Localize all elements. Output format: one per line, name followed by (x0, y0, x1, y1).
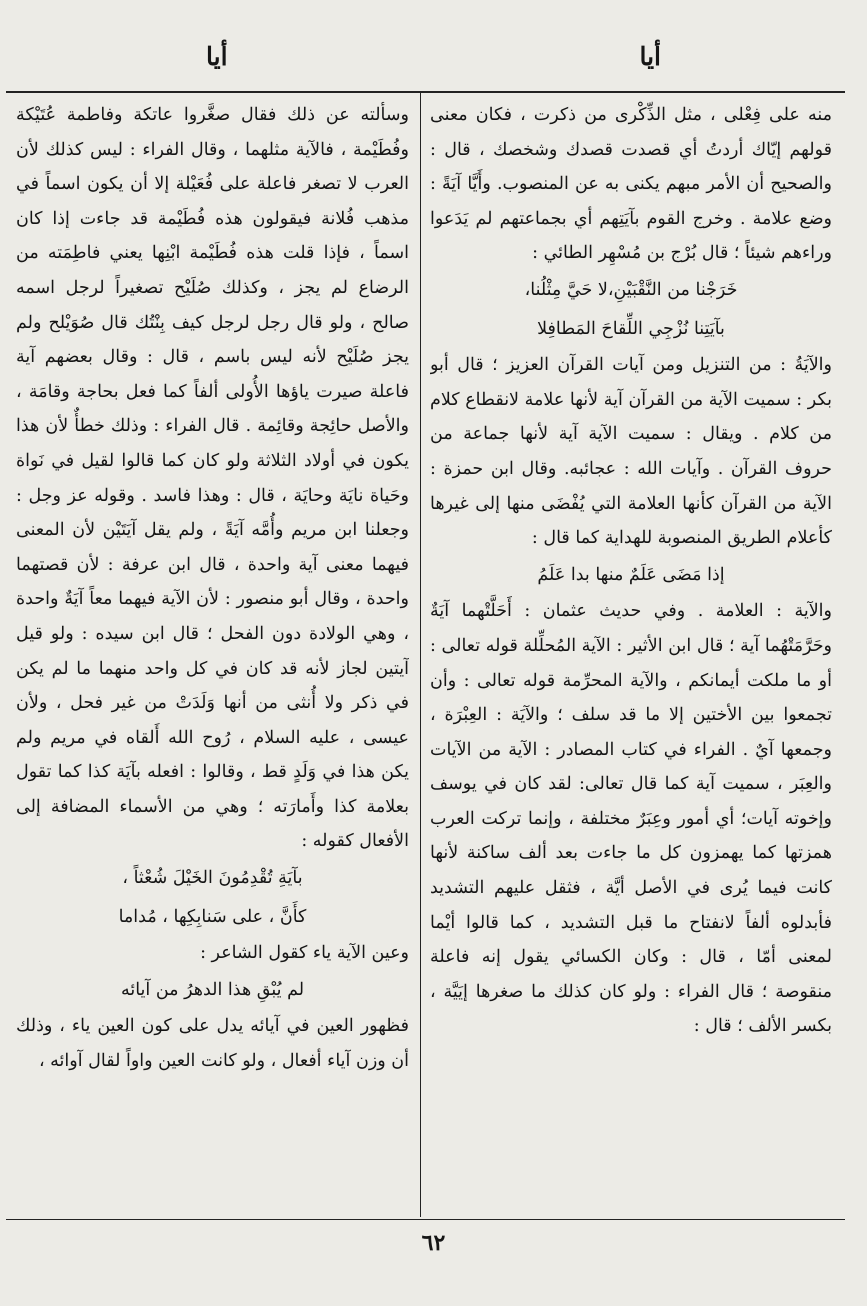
right-paragraph-2: والآيَةُ : من التنزيل ومن آيات القرآن العزيز ؛ قال أبو بكر : سميت الآية من القرآن آية لأنها علامة لانقطاع كلام من كلام . ويقال : سميت الآية آية لأنها جماعة من حروف القرآن . وآيات الله : عجائبه. وقال ابن حمزة : الآية من القرآن كأنها العلامة التي يُفْضَى منها إلى غيرها كأعلام الطريق المنصوبة للهداية كما قال : (430, 355, 832, 549)
right-paragraph-3: والآية : العلامة . وفي حديث عثمان : أَحَلَّتْهما آيَةٌ وحَرَّمَتْهُما آية ؛ قال ابن الأثير : الآية المُحلِّلة قوله تعالى : أو ما ملكت أيمانكم ، والآية المحرِّمة قوله تعالى : وأن تجمعوا بين الأختين إلا ما قد سلف ؛ والآيَة : العِبْرَة ، وجمعها آيٌ . الفراء في كتاب المصادر : الآية من الآيات والعِبَر ، سميت آية كما قال تعالى: لقد كان في يوسف وإخوته آيات؛ أي أمور وعِبَرٌ مختلفة ، وإنما تركت العرب همزتها كما يهمزون كل ما جاءت بعد ألف ساكنة لأنها كانت فيما يُرى في الأصل أيَّة ، فثقل عليهم التشديد فأبدلوه ألفاً لانفتاح ما قبل التشديد ، كما قالوا أيْما لمعنى أمّا ، قال : وكان الكسائي يقول إنه فاعلة منقوصة ؛ قال الفراء : ولو كان كذلك ما صغرها إيَيَّة ، بكسر الألف ؛ قال : (430, 601, 832, 1037)
right-paragraph-1: منه على فِعْلى ، مثل الذِّكْرى من ذكرت ، فكان معنى قولهم إيّاك أردتُ أي قصدت قصدك وشخصك ، قال : والصحيح أن الأمر مبهم يكنى به عن المنصوب. وأَيَّا آيَةً : وضع علامة . وخرج القوم بآيَتِهم أي بجماعتهم لم يَدَعوا وراءهم شيئاً ؛ قال بُرْج بن مُسْهِر الطائي : (430, 105, 832, 264)
right-verse-2: إذا مَضَى عَلَمٌ منها بدا عَلَمُ (537, 564, 725, 585)
left-verse-1-line-2: كأَنَّ ، على سَنابِكِها ، مُداما (118, 906, 307, 927)
left-paragraph-3: فظهور العين في آيائه يدل على كون العين ياء ، وذلك أن وزن آياء أفعال ، ولو كانت العين واواً لقال آوائه ، (16, 1016, 409, 1072)
left-verse-1-line-1: بآيَةِ تُقْدِمُونَ الخَيْلَ شُعْثاً ، (122, 868, 303, 889)
left-paragraph-1: وسألته عن ذلك فقال صغَّروا عاتكة وفاطمة عُتَيْكة وفُطَيْمة ، فالآية مثلهما ، وقال الفراء : ليس كذلك لأن العرب لا تصغر فاعلة على فُعَيْلة إلا أن يكون اسماً في مذهب فُلانة فيقولون هذه فُطَيْمة قد جاءت إذا كان اسماً ، فإذا قلت هذه فُطَيْمة ابْنِها يعني فاطِمَته من الرضاع لم يجز ، وكذلك صُلَيْح تصغيراً لرجل اسمه صالح ، ولو قال رجل لرجل كيف بِنْتُك قال صُوَيْلح ولم يجز صُلَيْح لأنه ليس باسم ، قال : وقال بعضهم آية فاعلة صيرت ياؤها الأُولى ألفاً كما فعل بحاجة وقامَة ، والأصل حائِجة وقائِمة . قال الفراء : وذلك خطأٌ لأن هذا يكون في أولاد الثلاثة ولو كان كما قالوا لقيل في نَواة وحَياة نايَة وحايَة ، قال : وهذا فاسد . وقوله عز وجل : وجعلنا ابن مريم وأُمَّه آيَةً ، ولم يقل آيَتَيْن لأن المعنى فيهما معنى آية واحدة ، قال ابن عرفة : لأن قصتهما واحدة ، وقال أبو منصور : لأن الآية فيهما معاً آيَةٌ واحدة ، وهي الولادة دون الفحل ؛ قال ابن سيده : ولو قيل آيتين لجاز لأنه قد كان في كل واحد منهما ما لم يكن في ذكر ولا أُنثى من أنها وَلَدَتْ من غير فحل ، ولأن عيسى ، عليه السلام ، رُوح الله أَلقاه في مريم ولم يكن هذا في وَلَدٍ قط ، وقالوا : افعله بآيَة كذا كما تقول بعلامة كذا وأَمارَته ؛ وهي من الأسماء المضافة إلى الأفعال كقوله : (16, 105, 409, 852)
page-number: ٦٢ (421, 1230, 446, 1256)
running-head-left: أيا (206, 42, 228, 71)
left-column (16, 98, 409, 1213)
right-column (430, 98, 832, 1213)
bottom-rule (6, 1219, 845, 1220)
left-verse-2: لم يُبْقِ هذا الدهرُ من آيائه (120, 979, 305, 1000)
left-paragraph-2: وعين الآية ياء كقول الشاعر : (200, 943, 409, 964)
right-verse-1-line-2: بآيَتِنا نُزْجِي اللِّقاحَ المَطافِلا (537, 318, 725, 339)
running-head-right: أيا (639, 42, 661, 71)
top-rule (6, 91, 845, 93)
column-divider (420, 93, 421, 1217)
right-verse-1-line-1: خَرَجْنا من النَّقْبَيْنِ،لا حَيَّ مِثْلُنا، (524, 279, 738, 300)
